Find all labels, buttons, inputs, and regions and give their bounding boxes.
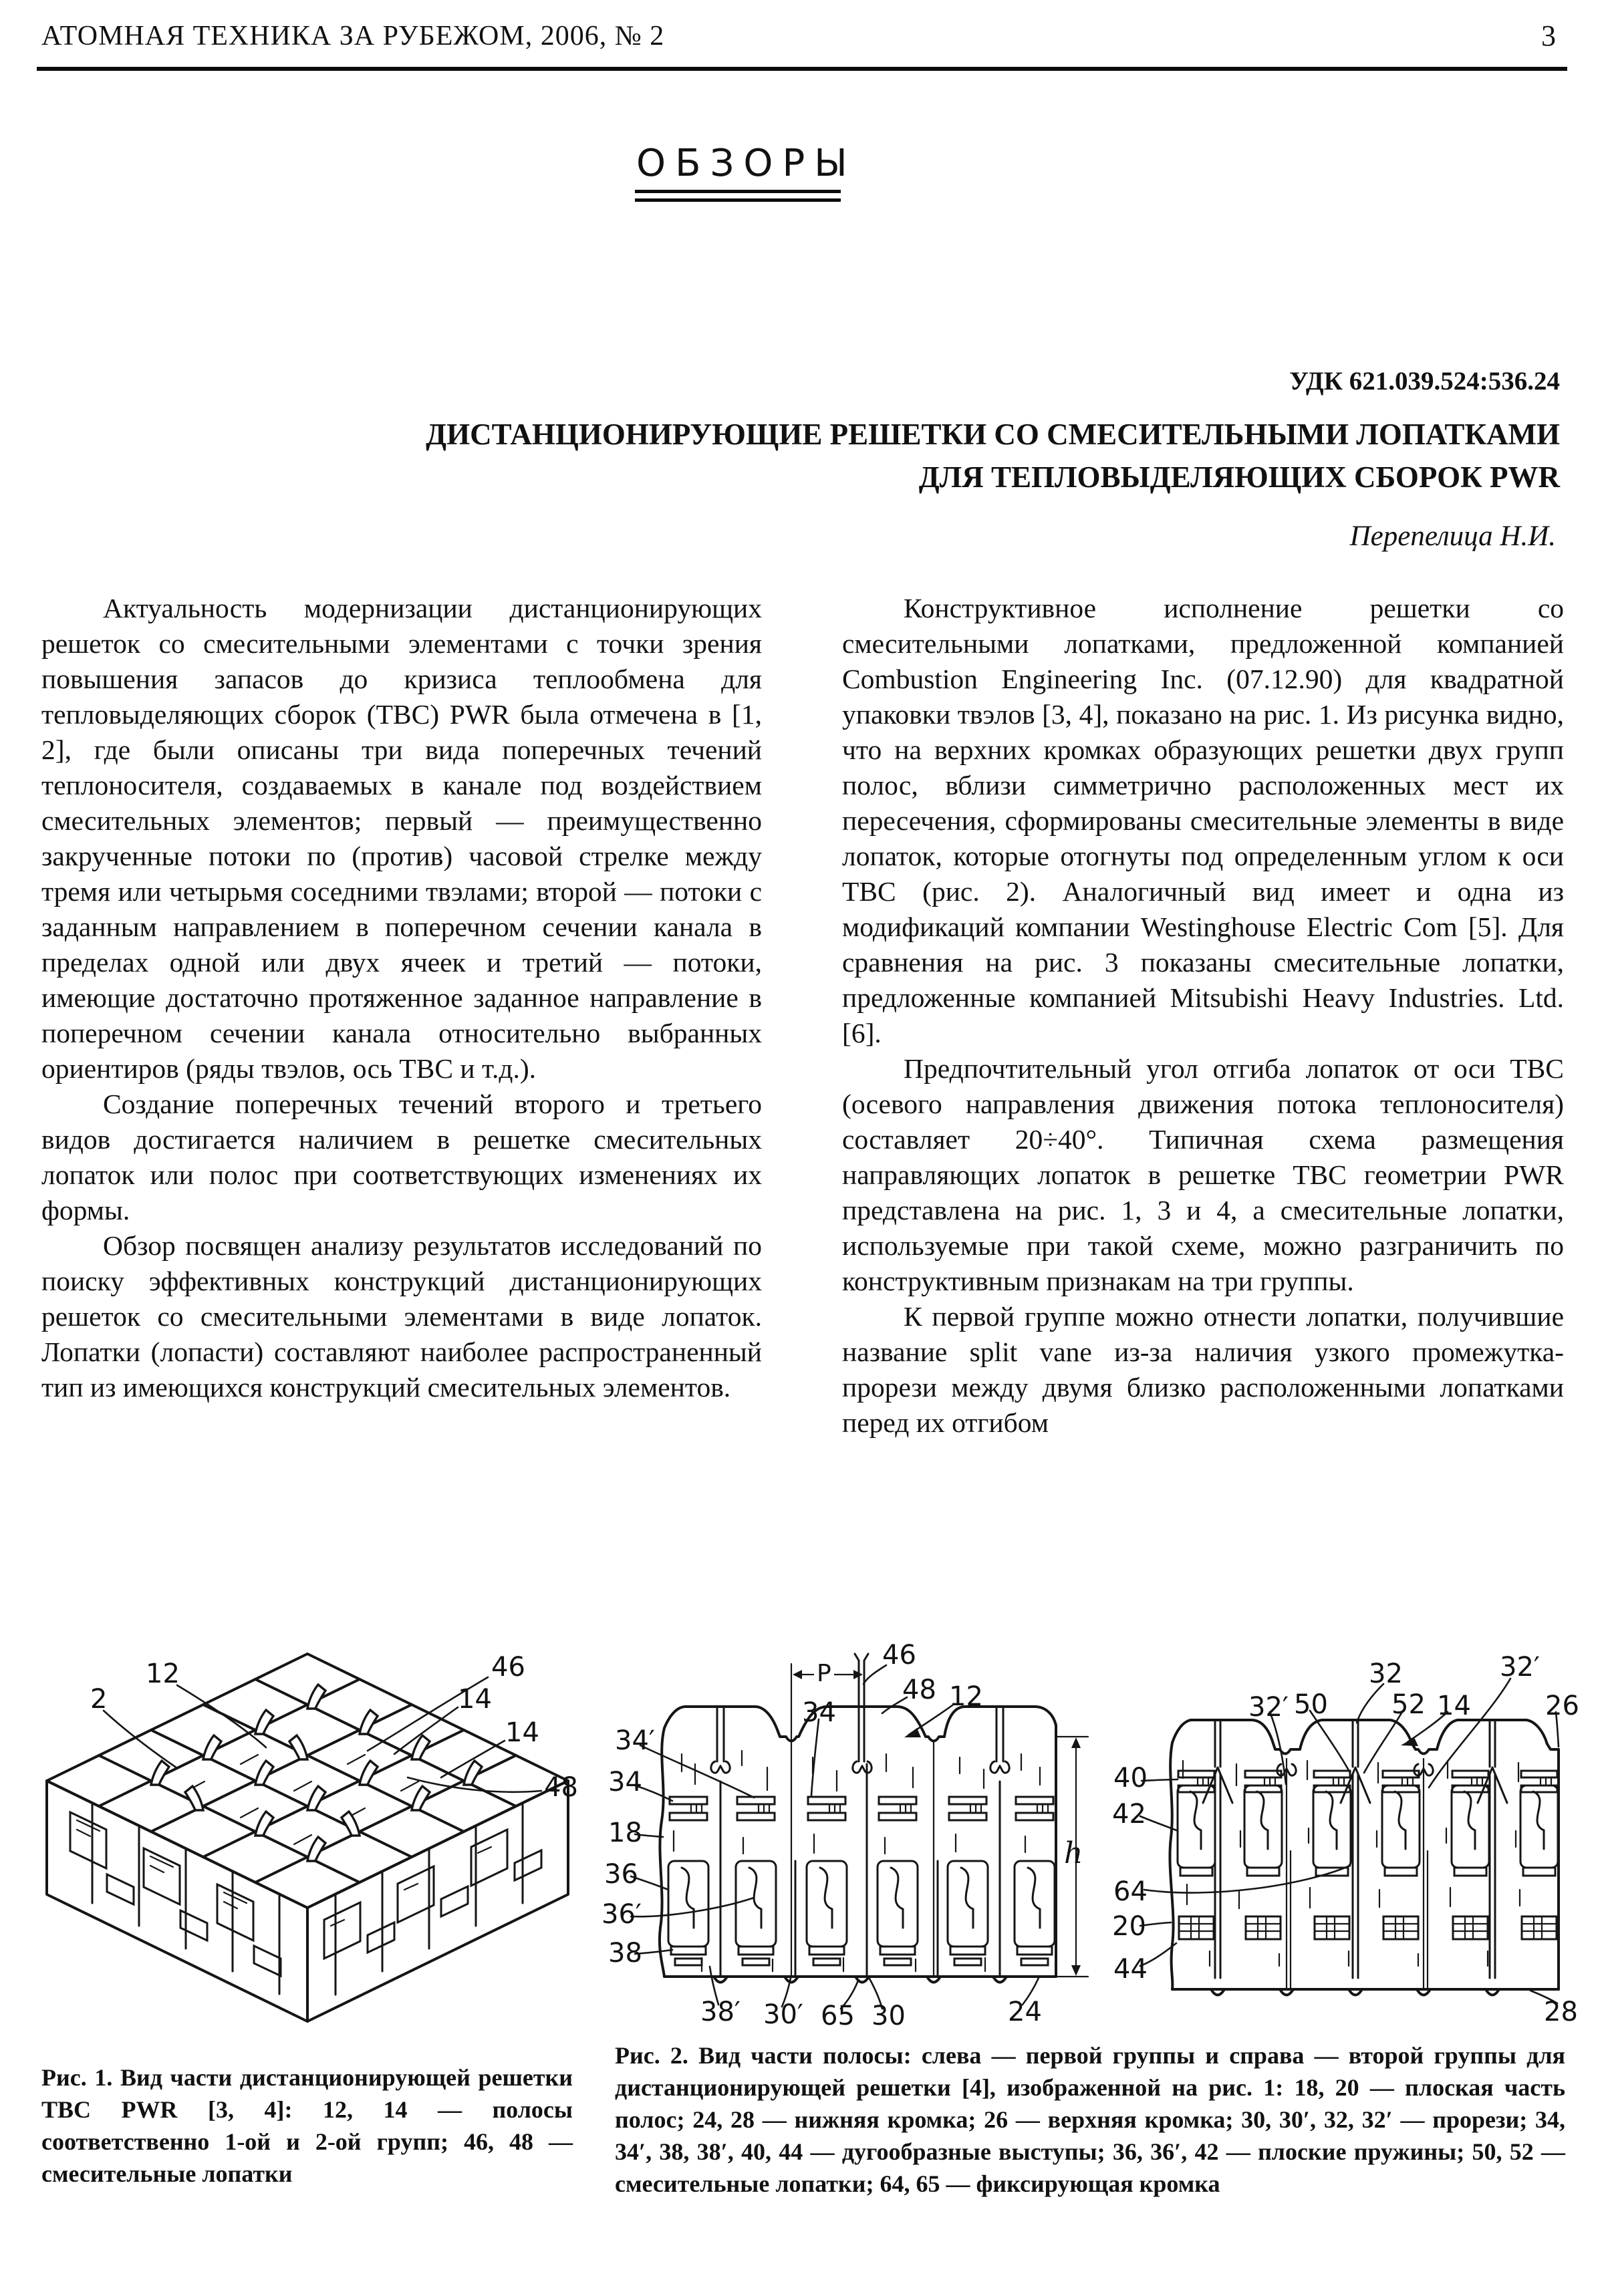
- paragraph: Создание поперечных течений второго и третьего видов достигается наличием в решетке смесительных лопаток или полос при соответствующих изменениях их формы.: [41, 1089, 762, 1226]
- fig1-label-12: 12: [146, 1659, 180, 1689]
- fig2-label-32pb: 32′: [1500, 1652, 1540, 1683]
- figure2-left-drawing: [588, 1630, 1096, 2031]
- fig2-label-65: 65: [821, 2001, 855, 2031]
- page-number: 3: [1541, 19, 1556, 52]
- figure1-caption: Рис. 1. Вид части дистанционирующей решетки ТВС PWR [3, 4]: 12, 14 — полосы соответственно 1-ой и 2-ой групп; 46, 48 — смесительные лопатки: [41, 2064, 573, 2187]
- fig2-label-64: 64: [1113, 1876, 1148, 1907]
- article-title-line1: ДИСТАНЦИОНИРУЮЩИЕ РЕШЕТКИ СО СМЕСИТЕЛЬНЫМИ ЛОПАТКАМИ: [426, 418, 1560, 451]
- fig1-label-14a: 14: [458, 1684, 492, 1715]
- fig2-label-30: 30: [872, 2001, 906, 2031]
- fig2-label-38p: 38′: [700, 1997, 741, 2027]
- journal-header: АТОМНАЯ ТЕХНИКА ЗА РУБЕЖОМ, 2006, № 2: [41, 21, 665, 51]
- fig2-label-26: 26: [1545, 1691, 1579, 1721]
- fig2-label-30p: 30′: [763, 1999, 803, 2030]
- fig2-label-12: 12: [949, 1681, 983, 1712]
- figure1: [20, 1637, 608, 2045]
- fig1-front-faces: [47, 1781, 568, 2021]
- fig2-label-14: 14: [1437, 1691, 1471, 1721]
- fig2-label-20: 20: [1112, 1911, 1146, 1942]
- fig2-label-32: 32: [1369, 1659, 1403, 1689]
- fig2l-spring-windows: [668, 1861, 1055, 1965]
- column-right: [842, 591, 1564, 1441]
- fig2-label-46: 46: [882, 1640, 916, 1671]
- fig2-label-42: 42: [1112, 1799, 1146, 1830]
- fig2-label-28: 28: [1544, 1997, 1578, 2027]
- fig1-label-48: 48: [544, 1772, 578, 1803]
- fig2-label-48: 48: [902, 1675, 936, 1705]
- paragraph: Обзор посвящен анализу результатов исследований по поиску эффективных конструкций дистанционирующих решеток со смесительными элементами в виде лопаток. Лопатки (лопасти) составляют наиболее распространенный тип из имеющихся конструкций смесительных элементов.: [41, 1230, 762, 1403]
- fig2-label-34: 34: [608, 1767, 642, 1798]
- paragraph: К первой группе можно отнести лопатки, получившие название split vane из-за наличия узкого промежутка-прорези между двумя близко расположенными лопатками перед их отгибом: [842, 1301, 1564, 1438]
- section-underline-1: [635, 190, 841, 193]
- fig2r-strip-outline: [1170, 1720, 1559, 1995]
- fig1-label-14b: 14: [505, 1717, 539, 1748]
- figure1-drawing: [20, 1637, 608, 2045]
- figure2-caption: Рис. 2. Вид части полосы: слева — первой группы и справа — второй группы для дистанционирующей решетки [4], изображенной на рис. 1: 18, 20 — плоская часть полос; 24, 28 — нижняя кромка; 26 — верхняя кромка; 30, 30′, 32, 32′ — прорези; 34, 34′, 38, 38′, 40, 44 — дугообразные выступы; 36, 36′, 42 — плоские пружины; 50, 52 — смесительные лопатки; 64, 65 — фиксирующая кромка: [615, 2042, 1565, 2197]
- article-title-line2: ДЛЯ ТЕПЛОВЫДЕЛЯЮЩИХ СБОРОК PWR: [918, 460, 1560, 494]
- fig1-label-2: 2: [90, 1684, 108, 1715]
- fig2-label-34p: 34′: [615, 1725, 655, 1756]
- fig2-label-36p: 36′: [602, 1899, 642, 1930]
- fig2-label-38: 38: [608, 1938, 642, 1969]
- fig1-label-46: 46: [491, 1652, 525, 1683]
- column-left: [41, 591, 762, 1405]
- fig2-label-18: 18: [608, 1818, 642, 1848]
- fig2-label-52: 52: [1391, 1689, 1426, 1720]
- fig2r-vane-arrows: [1203, 1720, 1507, 1989]
- fig2-label-50: 50: [1294, 1689, 1328, 1720]
- figure2-right-drawing: [1103, 1630, 1597, 2045]
- udc-code: УДК 621.039.524:536.24: [1289, 367, 1560, 396]
- article-title: [237, 413, 1560, 498]
- fig2l-brackets: [670, 1797, 1053, 1820]
- fig2-label-32pa: 32′: [1248, 1692, 1289, 1723]
- fig2-label-h: h: [1064, 1836, 1083, 1870]
- fig2r-lower-brackets: [1179, 1916, 1557, 1939]
- header-rule: [37, 67, 1567, 71]
- fig2-label-24: 24: [1008, 1997, 1042, 2027]
- fig2-right-svg: [1103, 1630, 1597, 2045]
- paragraph: Предпочтительный угол отгиба лопаток от оси ТВС (осевого направления движения потока теплоносителя) составляет 20÷40°. Типичная схема размещения направляющих лопаток в решетке ТВС геометрии PWR представлена на рис. 1, 3 и 4, а смесительные лопатки, используемые при такой схеме, можно разграничить по конструктивным признакам на три группы.: [842, 1053, 1564, 1296]
- fig2-label-40: 40: [1113, 1763, 1148, 1793]
- fig2-label-P: P: [814, 1660, 834, 1687]
- section-title: ОБЗОРЫ: [636, 142, 857, 185]
- article-author: Перепелица Н.И.: [1349, 521, 1556, 552]
- fig2-label-36: 36: [604, 1859, 638, 1890]
- fig2-label-44: 44: [1113, 1954, 1148, 1985]
- fig2-left-svg: [588, 1630, 1096, 2031]
- section-underline-2: [635, 198, 841, 202]
- paragraph: Конструктивное исполнение решетки со смесительными лопатками, предложенной компанией Combustion Engineering Inc. (07.12.90) для квадратной упаковки твэлов [3, 4], показано на рис. 1. Из рисунка видно, что на верхних кромках образующих решетки двух групп полос, вблизи симметрично расположенных мест их пересечения, сформированы смесительные элементы в виде лопаток, которые отогнуты под определенным углом к оси ТВС (рис. 2). Аналогичный вид имеет и одна из модификаций компании Westinghouse Electric Com [5]. Для сравнения на рис. 3 показаны смесительные лопатки, предложенные компанией Mitsubishi Heavy Industries. Ltd. [6].: [842, 593, 1564, 1048]
- paragraph: Актуальность модернизации дистанционирующих решеток со смесительными элементами с точки зрения повышения запасов до кризиса теплообмена для тепловыделяющих сборок (ТВС) PWR была отмечена в [1, 2], где были описаны три вида поперечных течений теплоносителя, создаваемых в канале под воздействием смесительных элементов; первый — преимущественно закрученные потоки по (против) часовой стрелке между тремя или четырьмя соседними твэлами; второй — потоки с заданным направлением в поперечном сечении канала в пределах одной или двух ячеек и третий — потоки, имеющие достаточно протяженное заданное направление в поперечном сечении канала относительно выбранных ориентиров (ряды твэлов, ось ТВС и т.д.).: [41, 593, 762, 1084]
- fig2-label-34t: 34: [802, 1697, 836, 1728]
